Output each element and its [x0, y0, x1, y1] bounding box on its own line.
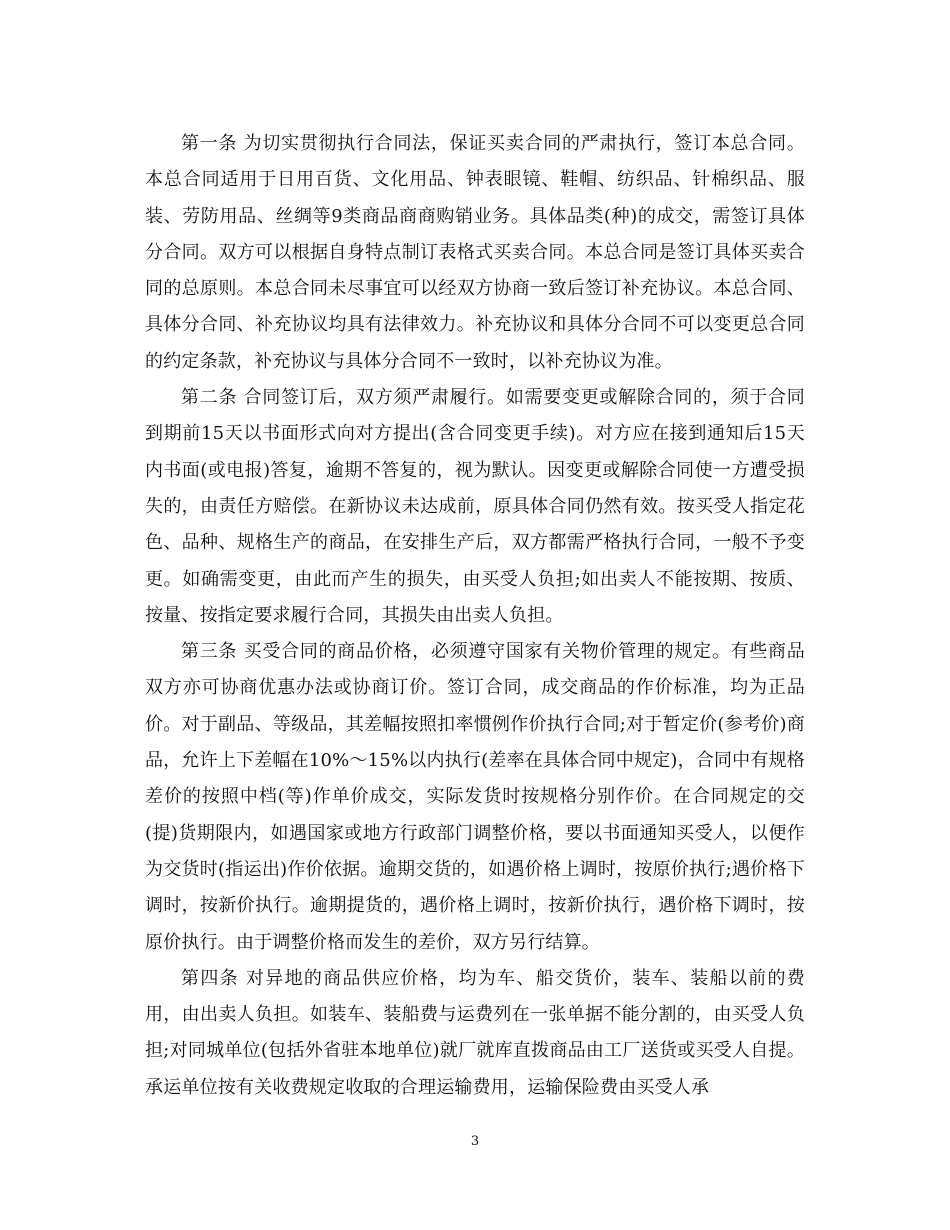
- article-4-paragraph: 第四条 对异地的商品供应价格，均为车、船交货价，装车、装船以前的费用，由出卖人负担。如装车、装船费与运费列在一张单据不能分割的，由买受人负担;对同城单位(包括外省驻本地单位)就厂就库直拨商品由工厂送货或买受人自提。承运单位按有关收费规定收取的合理运输费用，运输保险费由买受人承: [145, 967, 805, 1098]
- document-body: [145, 126, 805, 1106]
- article-2-paragraph: 第二条 合同签订后，双方须严肃履行。如需要变更或解除合同的，须于合同到期前15天以书面形式向对方提出(含合同变更手续)。对方应在接到通知后15天内书面(或电报)答复，逾期不答复的，视为默认。因变更或解除合同使一方遭受损失的，由责任方赔偿。在新协议未达成前，原具体合同仍然有效。按买受人指定花色、品种、规格生产的商品，在安排生产后，双方都需严格执行合同，一般不予变更。如确需变更，由此而产生的损失，由买受人负担;如出卖人不能按期、按质、按量、按指定要求履行合同，其损失由出卖人负担。: [145, 387, 805, 626]
- article-3-paragraph: 第三条 买受合同的商品价格，必须遵守国家有关物价管理的规定。有些商品双方亦可协商优惠办法或协商订价。签订合同，成交商品的作价标准，均为正品价。对于副品、等级品，其差幅按照扣率惯例作价执行合同;对于暂定价(参考价)商品，允许上下差幅在10%～15%以内执行(差率在具体合同中规定)，合同中有规格差价的按照中档(等)作单价成交，实际发货时按规格分别作价。在合同规定的交(提)货期限内，如遇国家或地方行政部门调整价格，要以书面通知买受人，以便作为交货时(指运出)作价依据。逾期交货的，如遇价格上调时，按原价执行;遇价格下调时，按新价执行。逾期提货的，遇价格上调时，按新价执行，遇价格下调时，按原价执行。由于调整价格而发生的差价，双方另行结算。: [145, 641, 805, 953]
- page-number: 3: [470, 1134, 480, 1149]
- article-1-paragraph: 第一条 为切实贯彻执行合同法，保证买卖合同的严肃执行，签订本总合同。本总合同适用于日用百货、文化用品、钟表眼镜、鞋帽、纺织品、针棉织品、服装、劳防用品、丝绸等9类商品商商购销业务。具体品类(种)的成交，需签订具体分合同。双方可以根据自身特点制订表格式买卖合同。本总合同是签订具体买卖合同的总原则。本总合同未尽事宜可以经双方协商一致后签订补充协议。本总合同、具体分合同、补充协议均具有法律效力。补充协议和具体分合同不可以变更总合同的约定条款，补充协议与具体分合同不一致时，以补充协议为准。: [145, 133, 805, 372]
